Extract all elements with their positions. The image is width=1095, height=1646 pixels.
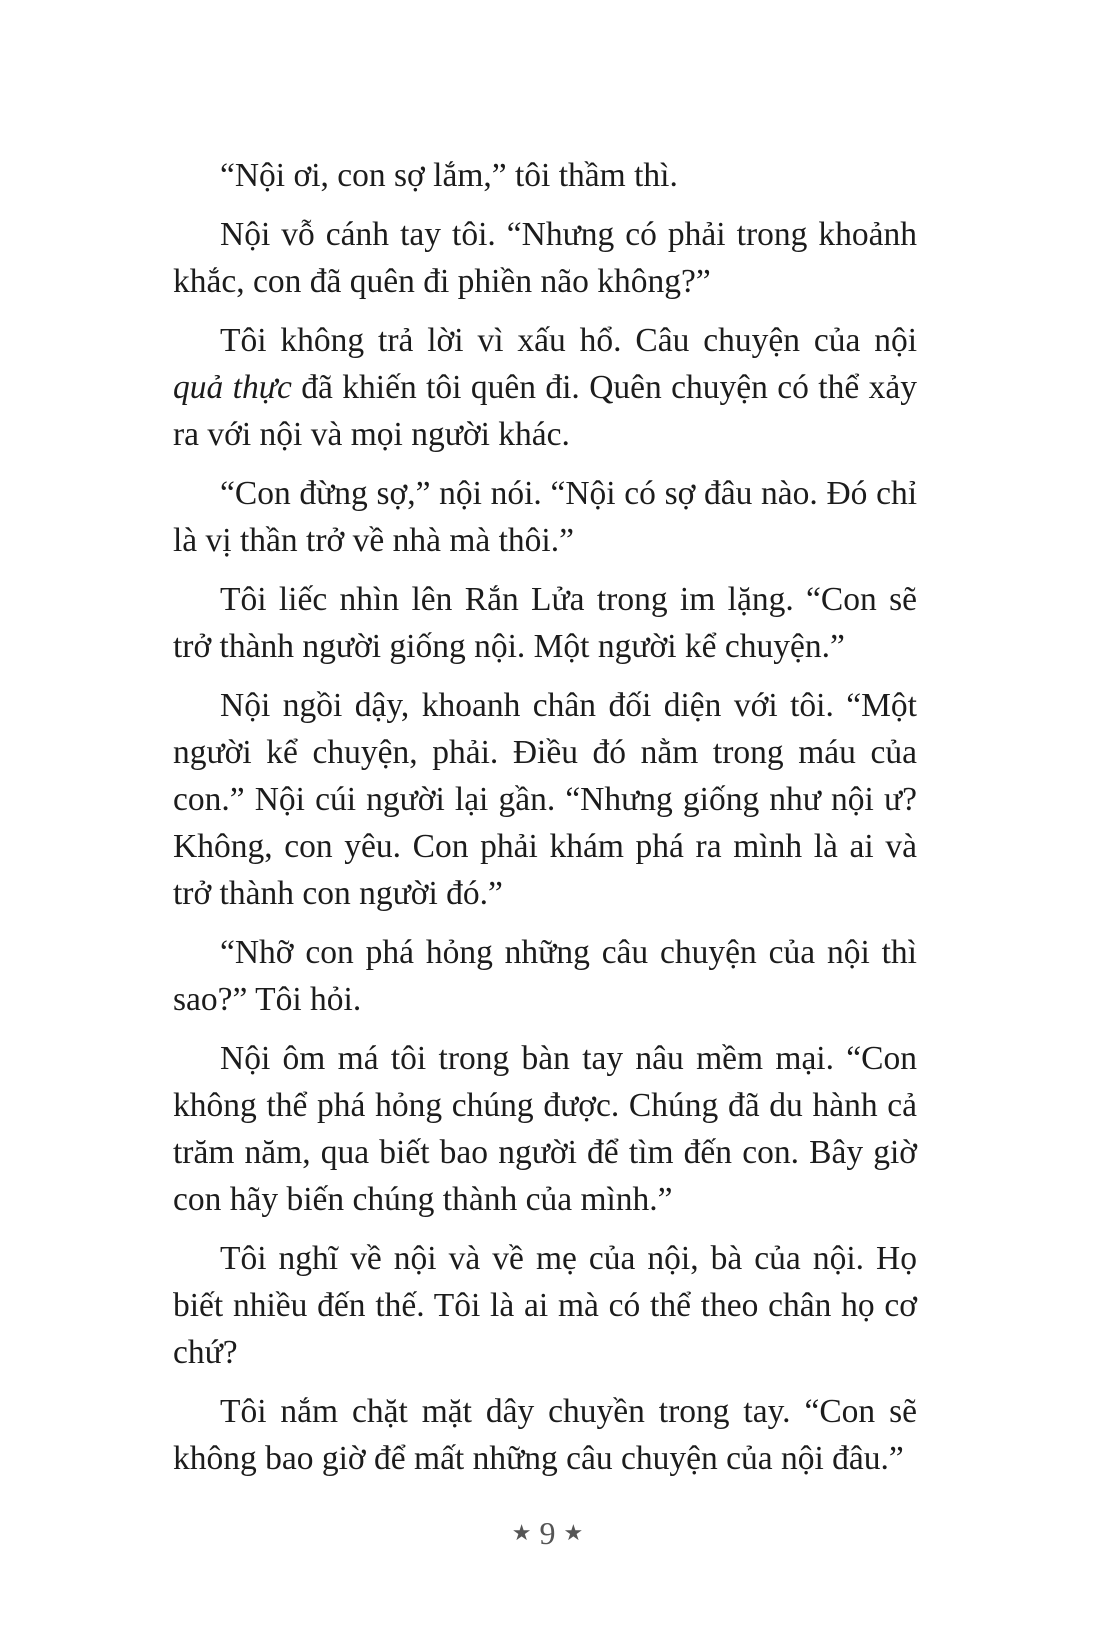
paragraph-7 — [173, 929, 917, 1023]
paragraph-2-text: Nội vỗ cánh tay tôi. “Nhưng có phải trong khoảnh khắc, con đã quên đi phiền não không?” — [173, 216, 917, 300]
star-icon: ★ — [511, 1520, 532, 1545]
paragraph-5 — [173, 576, 917, 670]
paragraph-4-text: “Con đừng sợ,” nội nói. “Nội có sợ đâu nào. Đó chỉ là vị thần trở về nhà mà thôi.” — [173, 475, 917, 559]
paragraph-3 — [173, 317, 917, 458]
body-text — [173, 152, 917, 1494]
paragraph-3-text-start: Tôi không trả lời vì xấu hổ. Câu chuyện của nội — [220, 322, 917, 359]
star-icon: ★ — [563, 1520, 584, 1545]
paragraph-1-text: “Nội ơi, con sợ lắm,” tôi thầm thì. — [220, 157, 678, 194]
paragraph-10 — [173, 1388, 917, 1482]
paragraph-2 — [173, 211, 917, 305]
paragraph-9-text: Tôi nghĩ về nội và về mẹ của nội, bà của nội. Họ biết nhiều đến thế. Tôi là ai mà có thể theo chân họ cơ chứ? — [173, 1240, 917, 1371]
paragraph-3-text-end: đã khiến tôi quên đi. Quên chuyện có thể xảy ra với nội và mọi người khác. — [173, 369, 917, 453]
paragraph-10-text: Tôi nắm chặt mặt dây chuyền trong tay. “Con sẽ không bao giờ để mất những câu chuyện của nội đâu.” — [173, 1393, 917, 1477]
paragraph-8-text: Nội ôm má tôi trong bàn tay nâu mềm mại. “Con không thể phá hỏng chúng được. Chúng đã du hành cả trăm năm, qua biết bao người để tìm đến con. Bây giờ con hãy biến chúng thành của mình.” — [173, 1040, 917, 1218]
paragraph-7-text: “Nhỡ con phá hỏng những câu chuyện của nội thì sao?” Tôi hỏi. — [173, 934, 917, 1018]
paragraph-9 — [173, 1235, 917, 1376]
paragraph-3-italic-text: quả thực — [173, 369, 292, 406]
paragraph-6 — [173, 682, 917, 917]
page-number: 9 — [539, 1515, 556, 1551]
paragraph-1 — [173, 152, 917, 199]
paragraph-6-text: Nội ngồi dậy, khoanh chân đối diện với tôi. “Một người kể chuyện, phải. Điều đó nằm trong máu của con.” Nội cúi người lại gần. “Nhưng giống như nội ư? Không, con yêu. Con phải khám phá ra mình là ai và trở thành con người đó.” — [173, 687, 917, 912]
page-footer — [0, 1513, 1095, 1553]
paragraph-4 — [173, 470, 917, 564]
paragraph-5-text: Tôi liếc nhìn lên Rắn Lửa trong im lặng. “Con sẽ trở thành người giống nội. Một người kể chuyện.” — [173, 581, 917, 665]
paragraph-8 — [173, 1035, 917, 1223]
